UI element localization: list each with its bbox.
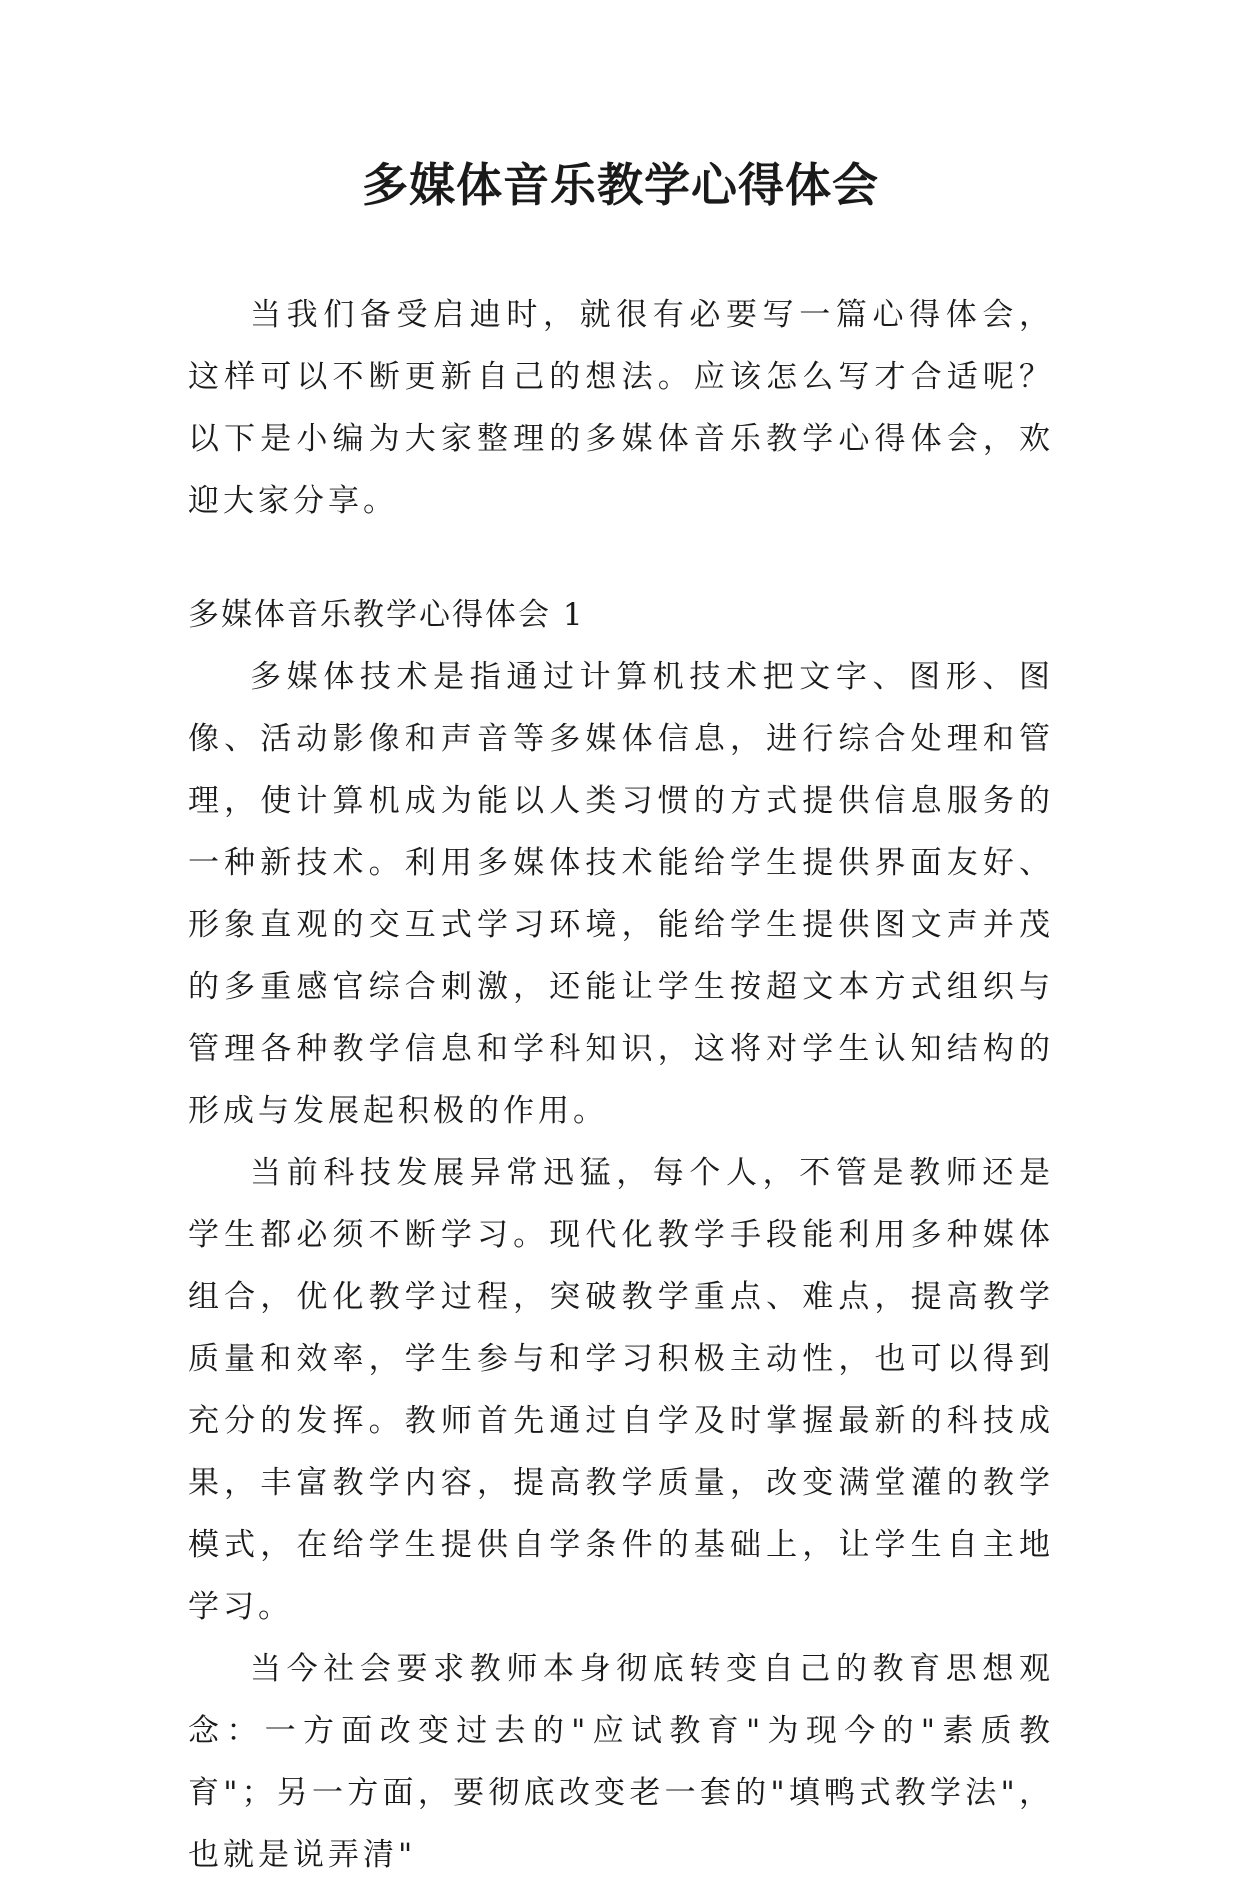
body-paragraph: 当今社会要求教师本身彻底转变自己的教育思想观念：一方面改变过去的"应试教育"为现今的"素质教育"；另一方面，要彻底改变老一套的"填鸭式教学法"，也就是说弄清" bbox=[188, 1651, 1054, 1873]
document-body bbox=[188, 284, 1054, 1886]
body-paragraph: 当前科技发展异常迅猛，每个人，不管是教师还是学生都必须不断学习。现代化教学手段能利用多种媒体组合，优化教学过程，突破教学重点、难点，提高教学质量和效率，学生参与和学习积极主动性，也可以得到充分的发挥。教师首先通过自学及时掌握最新的科技成果，丰富教学内容，提高教学质量，改变满堂灌的教学模式，在给学生提供自学条件的基础上，让学生自主地学习。 bbox=[188, 1155, 1054, 1625]
document-title: 多媒体音乐教学心得体会 bbox=[362, 158, 879, 212]
body-paragraph: 多媒体技术是指通过计算机技术把文字、图形、图像、活动影像和声音等多媒体信息，进行综合处理和管理，使计算机成为能以人类习惯的方式提供信息服务的一种新技术。利用多媒体技术能给学生提供界面友好、形象直观的交互式学习环境，能给学生提供图文声并茂的多重感官综合刺激，还能让学生按超文本方式组织与管理各种教学信息和学科知识，这将对学生认知结构的形成与发展起积极的作用。 bbox=[188, 659, 1054, 1129]
intro-paragraph: 当我们备受启迪时，就很有必要写一篇心得体会，这样可以不断更新自己的想法。应该怎么写才合适呢？以下是小编为大家整理的多媒体音乐教学心得体会，欢迎大家分享。 bbox=[188, 297, 1054, 519]
section-heading: 多媒体音乐教学心得体会 1 bbox=[188, 597, 585, 633]
